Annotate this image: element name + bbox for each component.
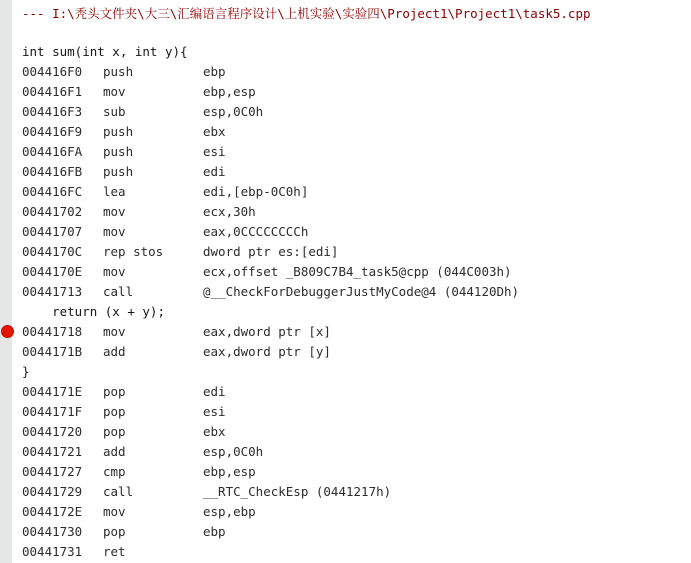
instruction-address: 0044171F xyxy=(22,404,83,419)
disassembly-row[interactable] xyxy=(0,382,691,402)
instruction-operands: ebx xyxy=(203,424,226,439)
instruction-mnemonic: push xyxy=(103,124,134,139)
instruction-operands: eax,dword ptr [x] xyxy=(203,324,331,339)
instruction-operands: esp,ebp xyxy=(203,504,256,519)
disassembly-row[interactable] xyxy=(0,522,691,542)
source-code-text: } xyxy=(22,364,30,379)
disassembly-row[interactable] xyxy=(0,82,691,102)
disassembly-row[interactable] xyxy=(0,182,691,202)
disassembly-row[interactable] xyxy=(0,342,691,362)
instruction-mnemonic: pop xyxy=(103,404,126,419)
instruction-operands: esi xyxy=(203,144,226,159)
disassembly-row[interactable] xyxy=(0,482,691,502)
instruction-operands: ebp xyxy=(203,524,226,539)
source-file-path: --- I:\秃头文件夹\大三\汇编语言程序设计\上机实验\实验四\Project1\Project1\task5.cpp xyxy=(22,6,591,21)
source-code-text: int sum(int x, int y){ xyxy=(22,44,188,59)
disassembly-row[interactable] xyxy=(0,102,691,122)
disassembly-row[interactable] xyxy=(0,462,691,482)
instruction-address: 004416FA xyxy=(22,144,83,159)
instruction-mnemonic: push xyxy=(103,64,134,79)
instruction-mnemonic: mov xyxy=(103,204,126,219)
disassembly-row[interactable] xyxy=(0,62,691,82)
instruction-operands: ebx xyxy=(203,124,226,139)
instruction-address: 00441707 xyxy=(22,224,83,239)
instruction-mnemonic: push xyxy=(103,164,134,179)
disassembly-row[interactable] xyxy=(0,142,691,162)
instruction-address: 004416FB xyxy=(22,164,83,179)
instruction-mnemonic: pop xyxy=(103,424,126,439)
breakpoint-icon[interactable] xyxy=(1,325,14,338)
instruction-mnemonic: mov xyxy=(103,264,126,279)
instruction-mnemonic: push xyxy=(103,144,134,159)
disassembly-row[interactable] xyxy=(0,442,691,462)
instruction-address: 004416FC xyxy=(22,184,83,199)
instruction-mnemonic: call xyxy=(103,284,134,299)
disassembly-row[interactable] xyxy=(0,162,691,182)
instruction-mnemonic: mov xyxy=(103,84,126,99)
instruction-address: 004416F9 xyxy=(22,124,83,139)
instruction-operands: edi xyxy=(203,164,226,179)
disassembly-row[interactable] xyxy=(0,282,691,302)
instruction-mnemonic: ret xyxy=(103,544,126,559)
instruction-operands: edi xyxy=(203,384,226,399)
source-code-text: return (x + y); xyxy=(22,304,165,319)
disassembly-listing xyxy=(0,42,691,562)
source-line[interactable] xyxy=(0,362,691,382)
instruction-mnemonic: pop xyxy=(103,384,126,399)
instruction-mnemonic: add xyxy=(103,344,126,359)
source-line[interactable] xyxy=(0,302,691,322)
instruction-address: 00441730 xyxy=(22,524,83,539)
instruction-mnemonic: mov xyxy=(103,224,126,239)
instruction-address: 004416F3 xyxy=(22,104,83,119)
instruction-operands: eax,0CCCCCCCCh xyxy=(203,224,309,239)
instruction-mnemonic: call xyxy=(103,484,134,499)
instruction-mnemonic: rep stos xyxy=(103,244,164,259)
disassembly-row[interactable] xyxy=(0,202,691,222)
instruction-address: 00441721 xyxy=(22,444,83,459)
instruction-address: 0044170E xyxy=(22,264,83,279)
instruction-address: 004416F0 xyxy=(22,64,83,79)
instruction-mnemonic: lea xyxy=(103,184,126,199)
blank-line xyxy=(0,24,691,42)
disassembly-row[interactable] xyxy=(0,222,691,242)
instruction-operands: esp,0C0h xyxy=(203,104,264,119)
instruction-operands: dword ptr es:[edi] xyxy=(203,244,339,259)
instruction-operands: @__CheckForDebuggerJustMyCode@4 (044120Dh) xyxy=(203,284,520,299)
source-line[interactable] xyxy=(0,42,691,62)
disassembly-row[interactable] xyxy=(0,262,691,282)
instruction-address: 00441720 xyxy=(22,424,83,439)
code-area xyxy=(0,4,691,562)
instruction-operands: eax,dword ptr [y] xyxy=(203,344,331,359)
instruction-operands: ebp,esp xyxy=(203,84,256,99)
instruction-mnemonic: mov xyxy=(103,504,126,519)
disassembly-row[interactable] xyxy=(0,122,691,142)
instruction-address: 00441731 xyxy=(22,544,83,559)
instruction-mnemonic: add xyxy=(103,444,126,459)
instruction-address: 00441702 xyxy=(22,204,83,219)
instruction-operands: ebp xyxy=(203,64,226,79)
instruction-operands: ebp,esp xyxy=(203,464,256,479)
instruction-operands: edi,[ebp-0C0h] xyxy=(203,184,309,199)
disassembly-row[interactable] xyxy=(0,242,691,262)
instruction-mnemonic: sub xyxy=(103,104,126,119)
instruction-operands: ecx,offset _B809C7B4_task5@cpp (044C003h) xyxy=(203,264,512,279)
instruction-operands: esi xyxy=(203,404,226,419)
instruction-address: 00441718 xyxy=(22,324,83,339)
disassembly-row[interactable] xyxy=(0,402,691,422)
instruction-address: 00441713 xyxy=(22,284,83,299)
disassembly-row[interactable] xyxy=(0,542,691,562)
instruction-mnemonic: pop xyxy=(103,524,126,539)
disassembly-row[interactable] xyxy=(0,422,691,442)
instruction-operands: esp,0C0h xyxy=(203,444,264,459)
instruction-operands: __RTC_CheckEsp (0441217h) xyxy=(203,484,392,499)
instruction-address: 00441729 xyxy=(22,484,83,499)
instruction-mnemonic: cmp xyxy=(103,464,126,479)
instruction-address: 00441727 xyxy=(22,464,83,479)
instruction-address: 004416F1 xyxy=(22,84,83,99)
instruction-operands: ecx,30h xyxy=(203,204,256,219)
instruction-address: 0044172E xyxy=(22,504,83,519)
instruction-mnemonic: mov xyxy=(103,324,126,339)
instruction-address: 0044170C xyxy=(22,244,83,259)
instruction-address: 0044171B xyxy=(22,344,83,359)
disassembly-row[interactable] xyxy=(0,322,691,342)
instruction-address: 0044171E xyxy=(22,384,83,399)
disassembly-row[interactable] xyxy=(0,502,691,522)
